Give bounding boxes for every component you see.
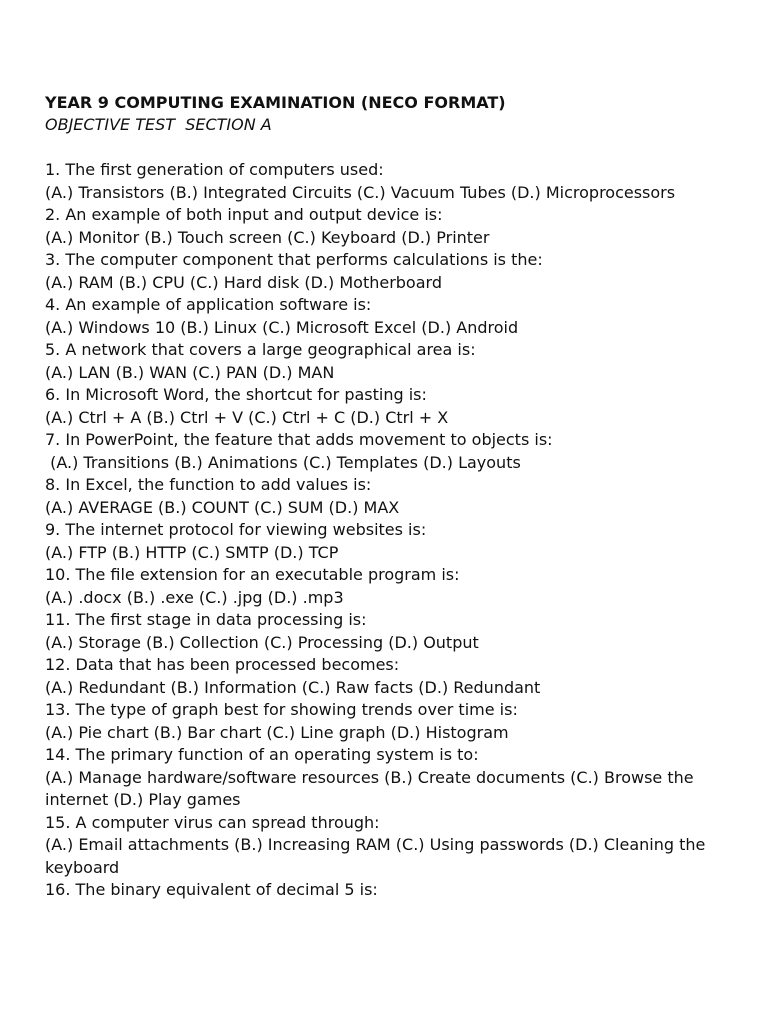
question-options: (A.) Transistors (B.) Integrated Circuits (C.) Vacuum Tubes (D.) Microprocessors	[45, 182, 676, 202]
question-options: (A.) Monitor (B.) Touch screen (C.) Keyboard (D.) Printer	[45, 227, 490, 247]
question-text: 15. A computer virus can spread through:	[45, 812, 380, 832]
question-options: (A.) AVERAGE (B.) COUNT (C.) SUM (D.) MAX	[45, 497, 400, 517]
question-item	[45, 564, 745, 609]
question-item	[45, 159, 745, 204]
question-item	[45, 812, 745, 880]
question-item	[45, 249, 745, 294]
question-options: (A.) Redundant (B.) Information (C.) Raw facts (D.) Redundant	[45, 677, 541, 697]
question-text: 10. The file extension for an executable program is:	[45, 565, 460, 584]
question-options: (A.) RAM (B.) CPU (C.) Hard disk (D.) Motherboard	[45, 272, 442, 292]
question-options: (A.) Manage hardware/software resources (B.) Create documents (C.) Browse the internet (D.) Play games	[45, 767, 699, 809]
question-text: 9. The internet protocol for viewing websites is:	[45, 520, 427, 539]
question-item	[45, 429, 745, 474]
question-text: 7. In PowerPoint, the feature that adds movement to objects is:	[45, 430, 553, 449]
question-item	[45, 609, 745, 654]
question-text: 14. The primary function of an operating system is to:	[45, 745, 479, 764]
question-text: 11. The first stage in data processing is:	[45, 610, 367, 629]
question-text: 12. Data that has been processed becomes:	[45, 655, 400, 674]
question-options: (A.) Storage (B.) Collection (C.) Processing (D.) Output	[45, 632, 479, 652]
question-text: 8. In Excel, the function to add values is:	[45, 475, 372, 494]
question-item	[45, 204, 745, 249]
question-text: 6. In Microsoft Word, the shortcut for pasting is:	[45, 385, 427, 404]
question-text: 4. An example of application software is:	[45, 295, 372, 314]
question-options: (A.) LAN (B.) WAN (C.) PAN (D.) MAN	[45, 362, 335, 382]
question-item	[45, 474, 745, 519]
section-subtitle: OBJECTIVE TEST SECTION A	[45, 115, 272, 134]
question-item	[45, 384, 745, 429]
question-item	[45, 294, 745, 339]
question-options: (A.) Pie chart (B.) Bar chart (C.) Line graph (D.) Histogram	[45, 722, 509, 742]
question-text: 3. The computer component that performs calculations is the:	[45, 250, 543, 269]
question-options: (A.) .docx (B.) .exe (C.) .jpg (D.) .mp3	[45, 587, 344, 607]
question-options: (A.) Email attachments (B.) Increasing RAM (C.) Using passwords (D.) Cleaning the keyboard	[45, 835, 711, 877]
question-item	[45, 339, 745, 384]
question-item	[45, 654, 745, 699]
question-item	[45, 699, 745, 744]
question-options: (A.) Transitions (B.) Animations (C.) Templates (D.) Layouts	[45, 452, 521, 472]
question-text: 13. The type of graph best for showing trends over time is:	[45, 700, 518, 719]
question-options: (A.) Ctrl + A (B.) Ctrl + V (C.) Ctrl + C (D.) Ctrl + X	[45, 407, 449, 427]
question-list	[45, 159, 745, 902]
question-options: (A.) Windows 10 (B.) Linux (C.) Microsoft Excel (D.) Android	[45, 317, 519, 337]
question-text: 1. The first generation of computers used:	[45, 160, 384, 179]
question-text: 16. The binary equivalent of decimal 5 is:	[45, 880, 378, 899]
exam-document	[45, 92, 745, 902]
question-item	[45, 879, 745, 902]
question-text: 5. A network that covers a large geographical area is:	[45, 340, 476, 359]
exam-title: YEAR 9 COMPUTING EXAMINATION (NECO FORMAT)	[45, 93, 506, 112]
question-item	[45, 519, 745, 564]
question-item	[45, 744, 745, 812]
question-text: 2. An example of both input and output device is:	[45, 205, 443, 224]
question-options: (A.) FTP (B.) HTTP (C.) SMTP (D.) TCP	[45, 542, 339, 562]
